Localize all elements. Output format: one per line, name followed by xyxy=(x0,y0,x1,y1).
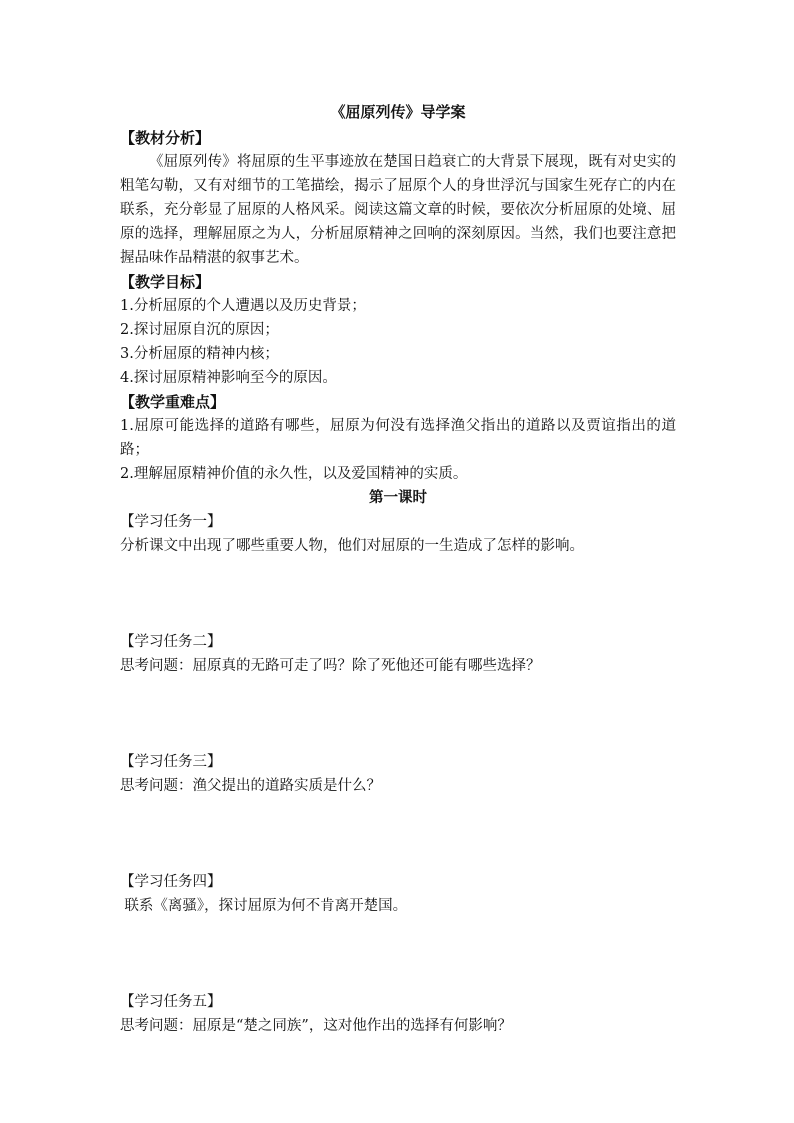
keypoints-heading: 【教学重难点】 xyxy=(120,393,226,411)
task-body: 联系《离骚》，探讨屈原为何不肯离开楚国。 xyxy=(124,898,408,914)
task-heading: 【学习任务二】 xyxy=(120,634,222,650)
task-1 xyxy=(120,510,676,630)
answer-space xyxy=(120,558,676,630)
goals-heading: 【教学目标】 xyxy=(120,273,211,291)
analysis-paragraph: 《屈原列传》将屈原的生平事迹放在楚国日趋衰亡的大背景下展现，既有对史实的粗笔勾勒，又有对细节的工笔描绘，揭示了屈原个人的身世浮沉与国家生死存亡的内在联系，充分彰显了屈原的人格风采。阅读这篇文章的时候，要依次分析屈原的处境、屈原的选择，理解屈原之为人，分析屈原精神之回响的深刻原因。当然，我们也要注意把握品味作品精湛的叙事艺术。 xyxy=(120,154,676,266)
goal-item: 4.探讨屈原精神影响至今的原因。 xyxy=(120,370,337,386)
task-heading: 【学习任务三】 xyxy=(120,754,222,770)
task-heading: 【学习任务四】 xyxy=(120,874,222,890)
task-body: 分析课文中出现了哪些重要人物，他们对屈原的一生造成了怎样的影响。 xyxy=(120,538,584,554)
goal-item: 1.分析屈原的个人遭遇以及历史背景； xyxy=(120,298,366,314)
task-body: 思考问题：屈原真的无路可走了吗？除了死他还可能有哪些选择？ xyxy=(120,658,541,674)
lesson-title: 第一课时 xyxy=(369,489,427,506)
goals-list xyxy=(120,294,676,390)
task-5 xyxy=(120,990,676,1038)
answer-space xyxy=(120,798,676,870)
document-content xyxy=(120,100,676,1038)
task-2 xyxy=(120,630,676,750)
task-heading: 【学习任务五】 xyxy=(120,994,222,1010)
task-heading: 【学习任务一】 xyxy=(120,514,222,530)
goal-item: 2.探讨屈原自沉的原因； xyxy=(120,322,279,338)
keypoints-list xyxy=(120,414,676,486)
keypoint-item: 2.理解屈原精神价值的永久性，以及爱国精神的实质。 xyxy=(120,466,468,482)
answer-space xyxy=(120,918,676,990)
answer-space xyxy=(120,678,676,750)
task-body: 思考问题：屈原是“楚之同族”，这对他作出的选择有何影响？ xyxy=(120,1018,512,1034)
keypoint-item: 1.屈原可能选择的道路有哪些，屈原为何没有选择渔父指出的道路以及贾谊指出的道路； xyxy=(120,418,676,458)
document-title: 《屈原列传》导学案 xyxy=(330,103,466,121)
task-body: 思考问题：渔父提出的道路实质是什么？ xyxy=(120,778,381,794)
goal-item: 3.分析屈原的精神内核； xyxy=(120,346,279,362)
analysis-heading: 【教材分析】 xyxy=(120,129,211,147)
task-3 xyxy=(120,750,676,870)
task-4 xyxy=(120,870,676,990)
